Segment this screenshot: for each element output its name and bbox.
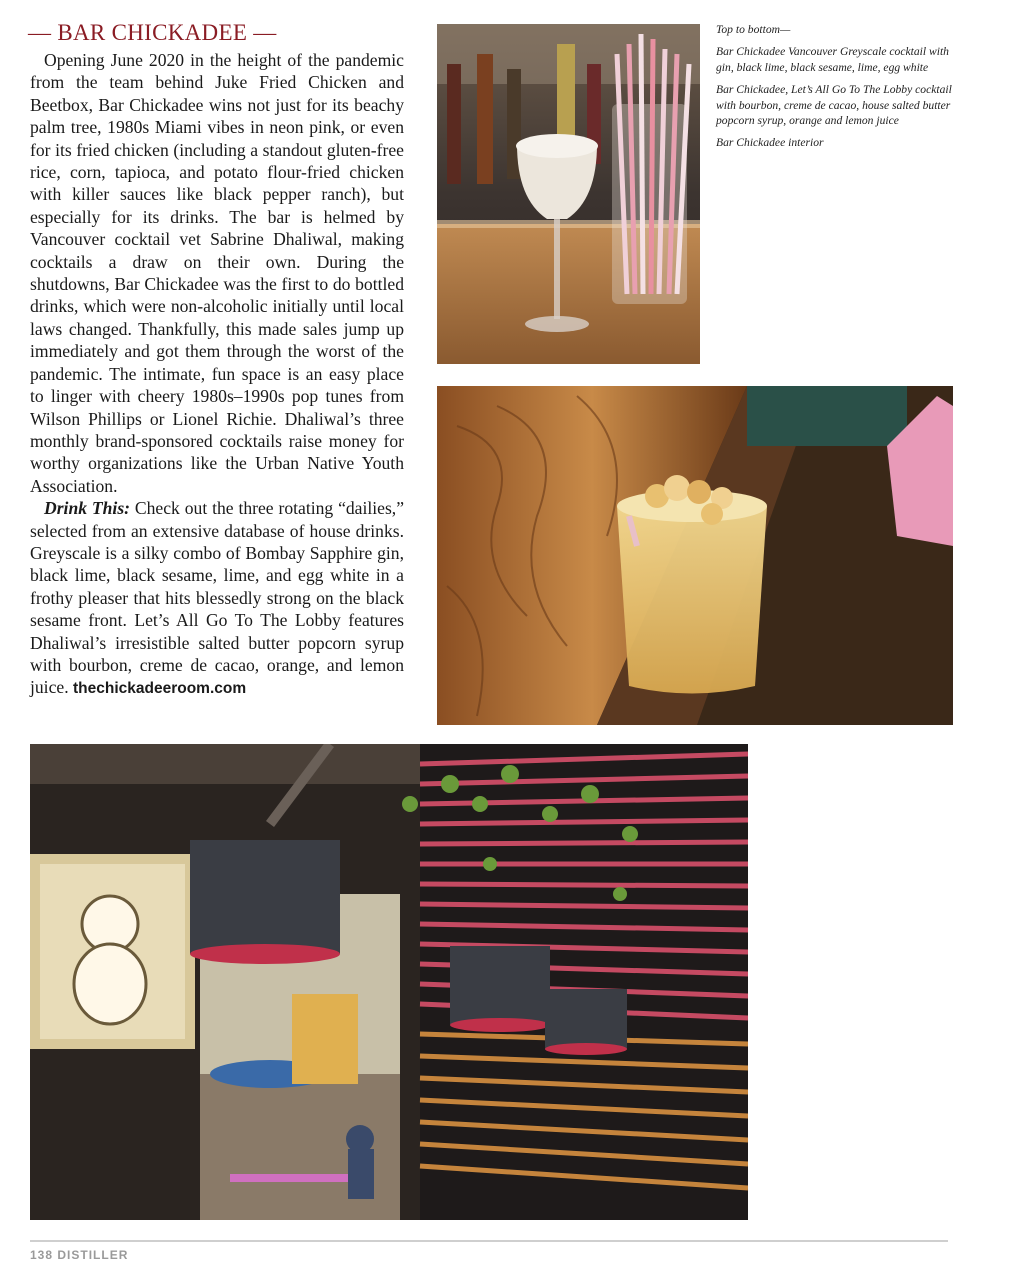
photo-captions <box>716 22 952 158</box>
drink-this-text: Check out the three rotating “dailies,” selected from an extensive database of house drinks. Greyscale is a silky combo of Bombay Sapphire gin, black lime, black sesame, lime, and egg white in a frothy pleaser that hits blessedly strong on the black sesame front. Let’s All Go To The Lobby features Dhaliwal’s irresistible salted butter popcorn syrup with bourbon, creme de cacao, orange, and lemon juice. <box>30 498 405 698</box>
greyscale-cocktail-photo <box>437 24 700 364</box>
article-body <box>30 49 404 701</box>
footer-rule <box>30 1240 948 1242</box>
caption-intro: Top to bottom— <box>716 23 791 36</box>
article-headline: — BAR CHICKADEE — <box>28 20 277 45</box>
drink-this-label: Drink This: <box>44 498 131 519</box>
lobby-cocktail-photo <box>437 386 953 725</box>
page-number: 138 <box>30 1248 54 1262</box>
bar-interior-photo <box>30 744 748 1220</box>
caption-interior: Bar Chickadee interior <box>716 136 824 150</box>
magazine-name: DISTILLER <box>57 1248 129 1262</box>
caption-lobby: Bar Chickadee, Let’s All Go To The Lobby cocktail with bourbon, creme de cacao, house salted butter popcorn syrup, orange and lemon juice <box>716 83 952 128</box>
website-link[interactable]: thechickadeeroom.com <box>73 680 247 698</box>
caption-greyscale: Bar Chickadee Vancouver Greyscale cocktail with gin, black lime, black sesame, lime, egg white <box>716 45 949 74</box>
article-paragraph-1: Opening June 2020 in the height of the pandemic from the team behind Juke Fried Chicken and Beetbox, Bar Chickadee wins not just for its beachy palm tree, 1980s Miami vibes in neon pink, or even for its fried chicken (including a standout gluten-free rice, corn, tapioca, and potato flour-fried chicken with killer sauces like black pepper ranch), but especially for its drinks. The bar is helmed by Vancouver cocktail vet Sabrine Dhaliwal, making cocktails a draw on their own. During the shutdowns, Bar Chickadee was the first to do bottled drinks, which were non-alcoholic initially until local laws changed. Thankfully, this made sales jump up immediately and got them through the worst of the pandemic. The intimate, fun space is an easy place to linger with cheery 1980s–1990s pop tunes from Wilson Phillips or Lionel Richie. Dhaliwal’s three monthly brand-sponsored cocktails raise money for worthy organizations like the Urban Native Youth Association. <box>30 50 404 496</box>
article-paragraph-2 <box>30 497 404 701</box>
page-footer <box>30 1248 128 1262</box>
